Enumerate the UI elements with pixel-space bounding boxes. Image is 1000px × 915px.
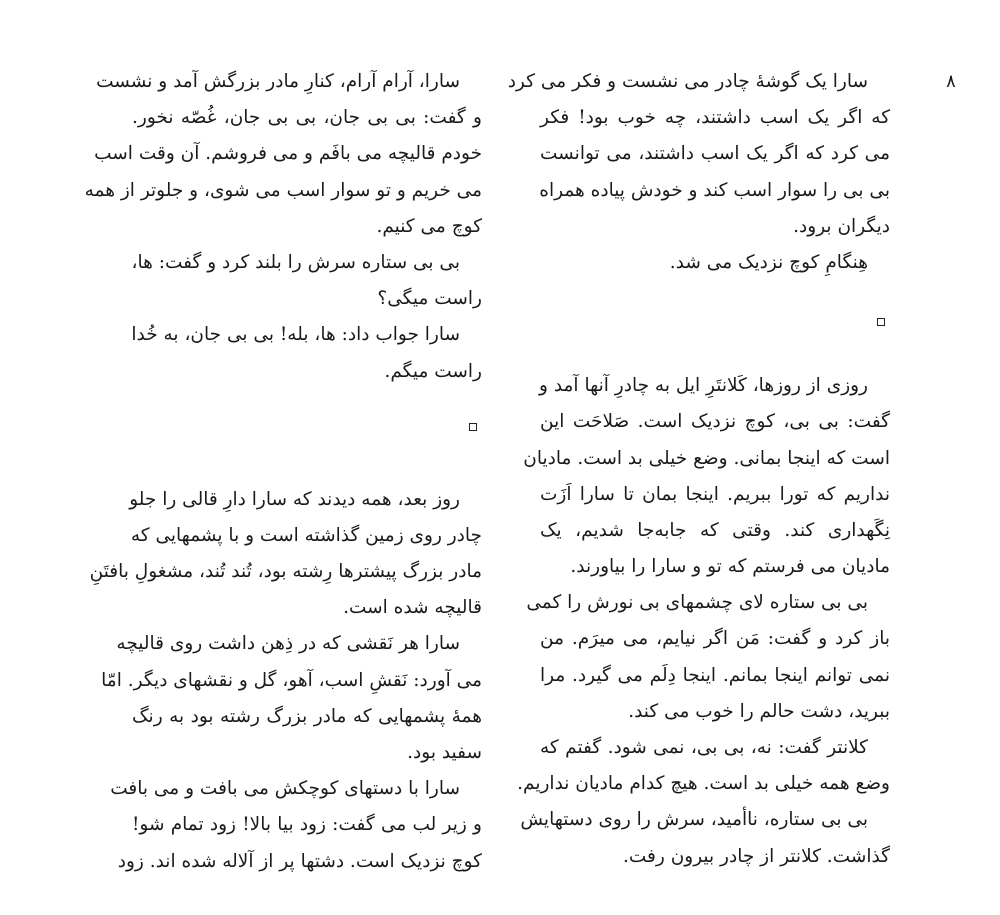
text-line: سارا، آرام آرام، کنارِ مادر بزرگش آمد و نشست	[96, 71, 460, 92]
text-line: سفید بود.	[407, 742, 482, 763]
paragraph	[507, 64, 890, 281]
text-line: سارا با دستهای کوچکش می بافت و می بافت	[110, 778, 460, 800]
text-line: بی بی ستاره، ناأمید، سرش را روی دستهایش	[520, 809, 868, 831]
paragraph	[89, 482, 482, 880]
text-line: روزی از روزها، کَلانتَرِ ایل به چادرِ آنها آمد و	[539, 375, 868, 397]
text-line: ببرید، دشت حالم را خوب می کند.	[628, 700, 890, 722]
section-separator-icon	[469, 423, 477, 431]
text-line: دیگران برود.	[793, 215, 890, 237]
text-line: می آورد: نَقشِ اسب، آهو، گل و نقشهای دیگر. امّا	[101, 669, 482, 691]
text-line: سارا جواب داد: ها، بله! بی بی جان، به خُدا	[131, 324, 460, 346]
text-line: راست میگم.	[384, 360, 482, 382]
text-line: نمی توانم اینجا بمانم. اینجا دِلَم می گیرد. مرا	[540, 664, 890, 686]
section-separator-icon	[877, 318, 885, 326]
text-line: گفت: بی بی، کوچ نزدیک است. صَلاحَت این	[540, 411, 890, 433]
text-line: نداریم که تورا ببریم. اینجا بمان تا سارا اَزَت	[540, 483, 890, 505]
text-line: هِنگامِ کوچ نزدیک می شد.	[669, 251, 868, 273]
text-line: که اگر یک اسب داشتند، چه خوب بود! فکر	[540, 107, 890, 129]
text-line: بی بی ستاره سرش را بلند کرد و گفت: ها،	[131, 251, 460, 273]
paragraph	[517, 368, 890, 875]
text-line: مادر بزرگ پیشترها رِشته بود، تُند تُند، مشغولِ بافتَنِ	[89, 561, 482, 583]
text-line: چادر روی زمین گذاشته است و با پشمهایی که	[130, 524, 482, 546]
text-line: راست میگی؟	[377, 288, 482, 310]
text-line: بی بی ستاره لای چشمهای بی نورش را کمی	[526, 592, 868, 614]
text-line: و زیر لب می گفت: زود بیا بالا! زود تمام شو!	[132, 814, 482, 836]
left-column	[84, 64, 482, 880]
text-line: روز بعد، همه دیدند که سارا دارِ قالی را جلو	[129, 488, 460, 510]
text-line: باز کرد و گفت: مَن اگر نیایم، می میرَم. من	[540, 628, 890, 650]
text-line: می خریم و تو سوار اسب می شوی، و جلوتر از همه	[84, 179, 482, 201]
text-line: مادیان می فرستم که تو و سارا را بیاورند.	[570, 556, 890, 578]
right-column	[507, 64, 890, 875]
text-line: سارا هر نَقشی که در ذِهن داشت روی قالیچه	[116, 633, 460, 655]
text-line: است که اینجا بمانی. وضع خیلی بد است. مادیان	[523, 447, 890, 469]
text-line: نِگَهداری کند. وقتی که جابه‌جا شدیم، یک	[540, 519, 890, 541]
page-number: ۸	[946, 71, 956, 92]
text-line: کوچ نزدیک است. دشتها پر از آلاله شده اند. زود	[117, 850, 482, 872]
text-line: خودم قالیچه می بافَم و می فروشم. آن وقت اسب	[94, 143, 482, 165]
text-line: قالیچه شده است.	[343, 597, 482, 619]
text-line: وضع همه خیلی بد است. هیچ کدام مادیان نداریم.	[517, 773, 890, 795]
text-line: کوچ می کنیم.	[376, 215, 482, 237]
text-line: بی بی را سوار اسب کند و خودش پیاده همراه	[539, 179, 890, 201]
text-line: و گفت: بی بی جان، بی بی جان، غُصّه نخور.	[132, 107, 482, 129]
text-line: کلانتر گفت: نه، بی بی، نمی شود. گفتم که	[540, 737, 868, 758]
text-line: می کرد که اگر یک اسب داشتند، می توانست	[540, 143, 890, 165]
paragraph	[84, 64, 482, 390]
text-line: گذاشت. کلانتر از چادر بیرون رفت.	[623, 845, 890, 867]
text-line: همهٔ پشمهایی که مادر بزرگ رشته بود به رنگ	[132, 705, 482, 727]
text-line: سارا یک گوشهٔ چادر می نشست و فکر می کرد	[507, 71, 868, 92]
